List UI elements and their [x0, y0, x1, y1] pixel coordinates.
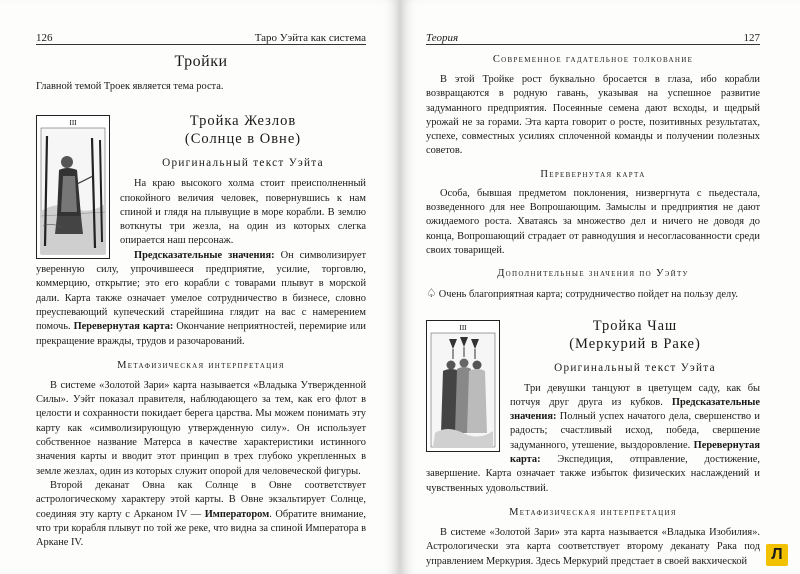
right-page — [402, 0, 800, 574]
three-of-cups-illustration — [426, 320, 500, 452]
modern-text: В этой Тройке рост буквально бросается в глаза, ибо корабли возвращаются в родную гавань, указывая на успешное развитие задуманного предприятия. Посеянные семена дают всходы, и щедрый урожай не за горами. Эта карта говорит о росте, позитивных результатах, успехе, совместных усилиях сплоченной команды и получении полезных советов. — [426, 74, 760, 157]
modern-heading: Современное гадательное толкование — [492, 54, 694, 65]
extra-text: ♤ Очень благоприятная карта; сотрудничество пойдет на пользу делу. — [426, 286, 738, 301]
wands-original-heading: Оригинальный текст Уэйта — [162, 157, 324, 170]
right-content — [426, 52, 760, 569]
cups-meta-heading: Метафизическая интерпретация — [509, 506, 677, 518]
left-running-title: Таро Уэйта как система — [254, 32, 366, 44]
cups-card-numeral: III — [459, 323, 467, 332]
wands-card-subtitle: (Солнце в Овне) — [184, 131, 302, 148]
cups-card-title: Тройка Чаш — [592, 317, 678, 334]
left-page-number: 126 — [36, 32, 53, 44]
three-of-wands-illustration — [36, 115, 110, 259]
spade-bullet-icon: ♤ — [426, 286, 437, 301]
section-title: Тройки — [174, 53, 228, 70]
left-running-head — [36, 30, 366, 45]
wands-meta-p2: Второй деканат Овна как Солнце в Овне соответствует астрологическому характеру этой карты. В Овне экзальтирует Солнце, соединяя эту карту с Арканом IV — Императором. Обратите внимание, что три корабля плывут по той же реке, что видна за спиной Императора в Аркане IV. — [36, 479, 366, 549]
extra-heading: Дополнительные значения по Уэйту — [497, 268, 689, 280]
cups-card-art — [427, 321, 499, 451]
cups-text: Три девушки танцуют в цветущем саду, как бы потчуя друг друга из кубков. Предсказательные значения: Полный успех начатого дела, свершенство и радость; счастливый исход, победа, свершение задуманного, утешение, выздоровление. Перевернутая карта: Экспедиция, отправление, достижение, завершение. Карта означает также избыток физических наслаждений и чувственных удовольствий. — [426, 382, 760, 494]
card-numeral: III — [69, 119, 77, 128]
left-page — [0, 0, 398, 574]
cups-original-heading: Оригинальный текст Уэйта — [554, 361, 716, 374]
left-content — [36, 52, 366, 550]
publisher-badge: Л — [766, 544, 788, 566]
intro-text: Главной темой Троек является тема роста. — [36, 81, 224, 92]
cups-meta-text: В системе «Золотой Зари» эта карта называется «Владыка Изобилия». Астрологически эта карта соответствует второму деканату Рака под управлением Меркурия. Здесь Меркурий предстает в своей вакхической — [426, 526, 760, 567]
reversed-heading: Перевернутая карта — [540, 168, 646, 180]
wands-meta-p1: В системе «Золотой Зари» карта называется «Владыка Утвержденной Силы». Уэйт показал правителя, наблюдающего за тем, как его флот в целости и сохранности покидает берега царства. Мы можем понимать эту карту как «символизирующую утвержденную силу». Он использует собственное название Матерса в качестве характеристики истинного значения карты и вводит этот принцип в трех глубоко укрепленных в земле жезлах, один из которых служит опорой для человеческой фигуры. — [36, 379, 366, 477]
wands-card-title: Тройка Жезлов — [189, 113, 297, 130]
right-running-head — [426, 30, 760, 45]
wands-meta-heading: Метафизическая интерпретация — [117, 359, 285, 371]
right-running-title: Теория — [426, 32, 459, 44]
right-page-number: 127 — [743, 32, 760, 44]
wands-card-art — [37, 116, 109, 258]
cups-card-subtitle: (Меркурий в Раке) — [569, 335, 701, 352]
wands-description: На краю высокого холма стоит преисполненный спокойного величия человек, повернувшись к нам спиной и глядя на плывущие в море корабли. В землю воткнуты три жезла, на один из которых слегка опирается наш персонаж. — [120, 178, 366, 247]
reversed-text: Особа, бывшая предметом поклонения, низвергнута с пьедестала, возведенного для нее Вопрошающим. Замыслы и предприятия не дают ожидаемого роста. Хватаясь за множество дел и ничего не доводя до конца, Вопрошающий страдает от равнодушия и несогласованности среди своих товарищей. — [426, 187, 760, 256]
wands-meanings: Предсказательные значения: Он символизирует уверенную силу, упрочившееся предприятие, усилие, торговлю, коммерцию, открытие; это его корабли с товарами плывут в морской дали. Карта также означает умелое сотрудничество в бизнесе, словно преуспевающий купеческий старейшина глядит на вас с намерением помочь. Перевернутая карта: Окончание неприятностей, перемирие или прекращение вражды, трудов и разочарований. — [36, 249, 366, 347]
